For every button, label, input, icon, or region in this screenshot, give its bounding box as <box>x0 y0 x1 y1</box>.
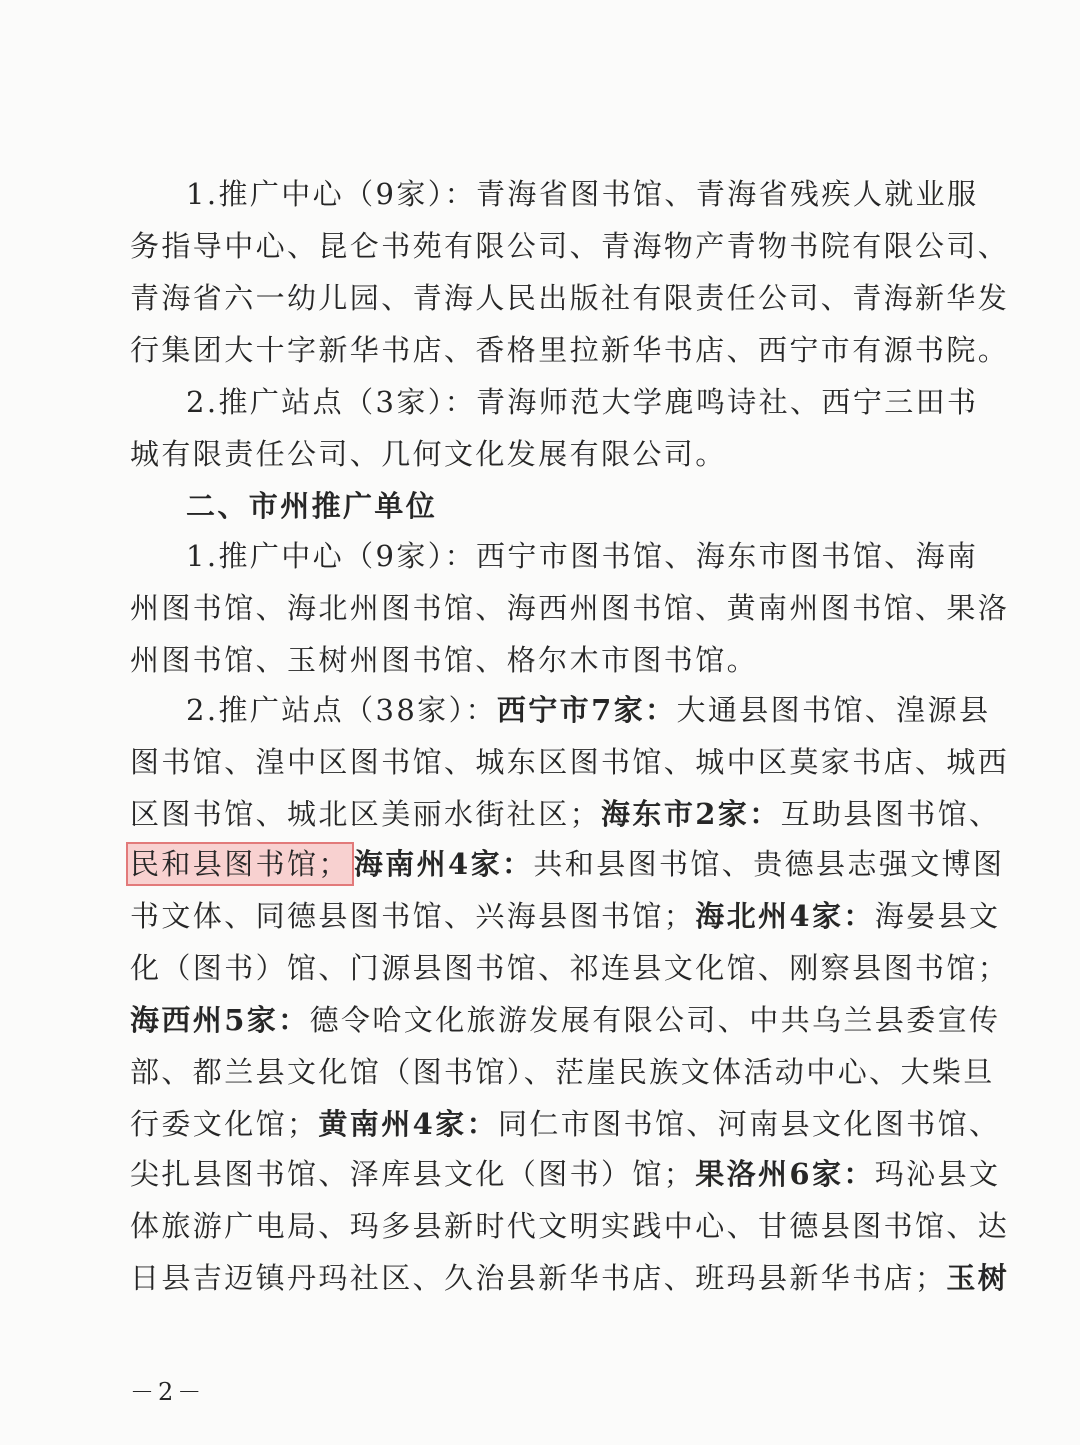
text-line <box>130 838 1004 890</box>
text-line <box>130 324 1009 376</box>
text-line <box>130 736 1009 788</box>
bold-text-segment: 海西州5家： <box>130 1003 310 1037</box>
text-line <box>186 376 978 428</box>
text-line <box>130 788 1000 840</box>
text-line <box>130 1200 1009 1252</box>
text-segment: 区图书馆、城北区美丽水街社区； <box>130 797 602 831</box>
text-segment: 德令哈文化旅游发展有限公司、中共乌兰县委宣传 <box>309 1003 1001 1037</box>
text-line <box>186 168 978 220</box>
text-line <box>130 582 1009 634</box>
text-segment: 互助县图书馆、 <box>780 797 1001 831</box>
text-segment: 2.推广站点（3家）：青海师范大学鹿鸣诗社、西宁三田书 <box>186 385 979 419</box>
text-segment: 大通县图书馆、湟源县 <box>676 693 991 727</box>
text-segment: 州图书馆、海北州图书馆、海西州图书馆、黄南州图书馆、果洛 <box>130 591 1010 625</box>
text-segment: 青海省六一幼儿园、青海人民出版社有限责任公司、青海新华发 <box>130 281 1010 315</box>
text-segment: 图书馆、湟中区图书馆、城东区图书馆、城中区莫家书店、城西 <box>130 745 1010 779</box>
text-line <box>130 272 1009 324</box>
text-segment: 同仁市图书馆、河南县文化图书馆、 <box>498 1107 1001 1141</box>
text-segment: 2.推广站点（38家）： <box>186 693 497 727</box>
page-number: －2－ <box>130 1378 206 1406</box>
text-segment: 1.推广中心（9家）：青海省图书馆、青海省残疾人就业服 <box>186 177 979 211</box>
text-line <box>130 1098 1000 1150</box>
bold-text-segment: 海东市2家： <box>601 797 781 831</box>
text-line <box>186 530 978 582</box>
text-segment: 日县吉迈镇丹玛社区、久治县新华书店、班玛县新华书店； <box>130 1261 947 1295</box>
bold-text-segment: 西宁市7家： <box>496 693 677 727</box>
bold-text-segment: 黄南州4家： <box>318 1107 498 1141</box>
bold-text-segment: 二、市州推广单位 <box>186 489 438 523</box>
text-line <box>130 634 758 686</box>
highlighted-text: 民和县图书馆； <box>126 842 354 886</box>
text-line <box>130 890 1000 942</box>
text-segment: 书文体、同德县图书馆、兴海县图书馆； <box>130 899 696 933</box>
text-line <box>130 428 727 480</box>
text-segment: 尖扎县图书馆、泽库县文化（图书）馆； <box>130 1157 696 1191</box>
text-segment: 1.推广中心（9家）：西宁市图书馆、海东市图书馆、海南 <box>186 539 979 573</box>
text-segment: 务指导中心、昆仑书苑有限公司、青海物产青物书院有限公司、 <box>130 229 1010 263</box>
bold-text-segment: 海北州4家： <box>695 899 875 933</box>
text-segment: 行集团大十字新华书店、香格里拉新华书店、西宁市有源书院。 <box>130 333 1010 367</box>
text-segment: 部、都兰县文化馆（图书馆）、茫崖民族文体活动中心、大柴旦 <box>130 1055 995 1089</box>
text-segment: 州图书馆、玉树州图书馆、格尔木市图书馆。 <box>130 643 759 677</box>
text-segment: 化（图书）馆、门源县图书馆、祁连县文化馆、刚察县图书馆； <box>130 951 1010 985</box>
text-line <box>186 480 437 532</box>
text-segment: 共和县图书馆、贵德县志强文博图 <box>533 847 1005 881</box>
text-line <box>130 220 1009 272</box>
text-segment: 海晏县文 <box>874 899 1001 933</box>
text-line <box>130 1252 1009 1304</box>
text-line <box>130 1046 995 1098</box>
text-line <box>186 684 990 736</box>
text-line <box>130 1148 1000 1200</box>
bold-text-segment: 果洛州6家： <box>695 1157 875 1191</box>
bold-text-segment: 海南州4家： <box>353 847 534 881</box>
text-line <box>130 942 1009 994</box>
text-segment: 玛沁县文 <box>874 1157 1001 1191</box>
bold-text-segment: 玉树 <box>946 1261 1010 1295</box>
text-segment: 城有限责任公司、几何文化发展有限公司。 <box>130 437 727 471</box>
text-segment: 行委文化馆； <box>130 1107 319 1141</box>
text-segment: 体旅游广电局、玛多县新时代文明实践中心、甘德县图书馆、达 <box>130 1209 1010 1243</box>
text-line <box>130 994 1000 1046</box>
